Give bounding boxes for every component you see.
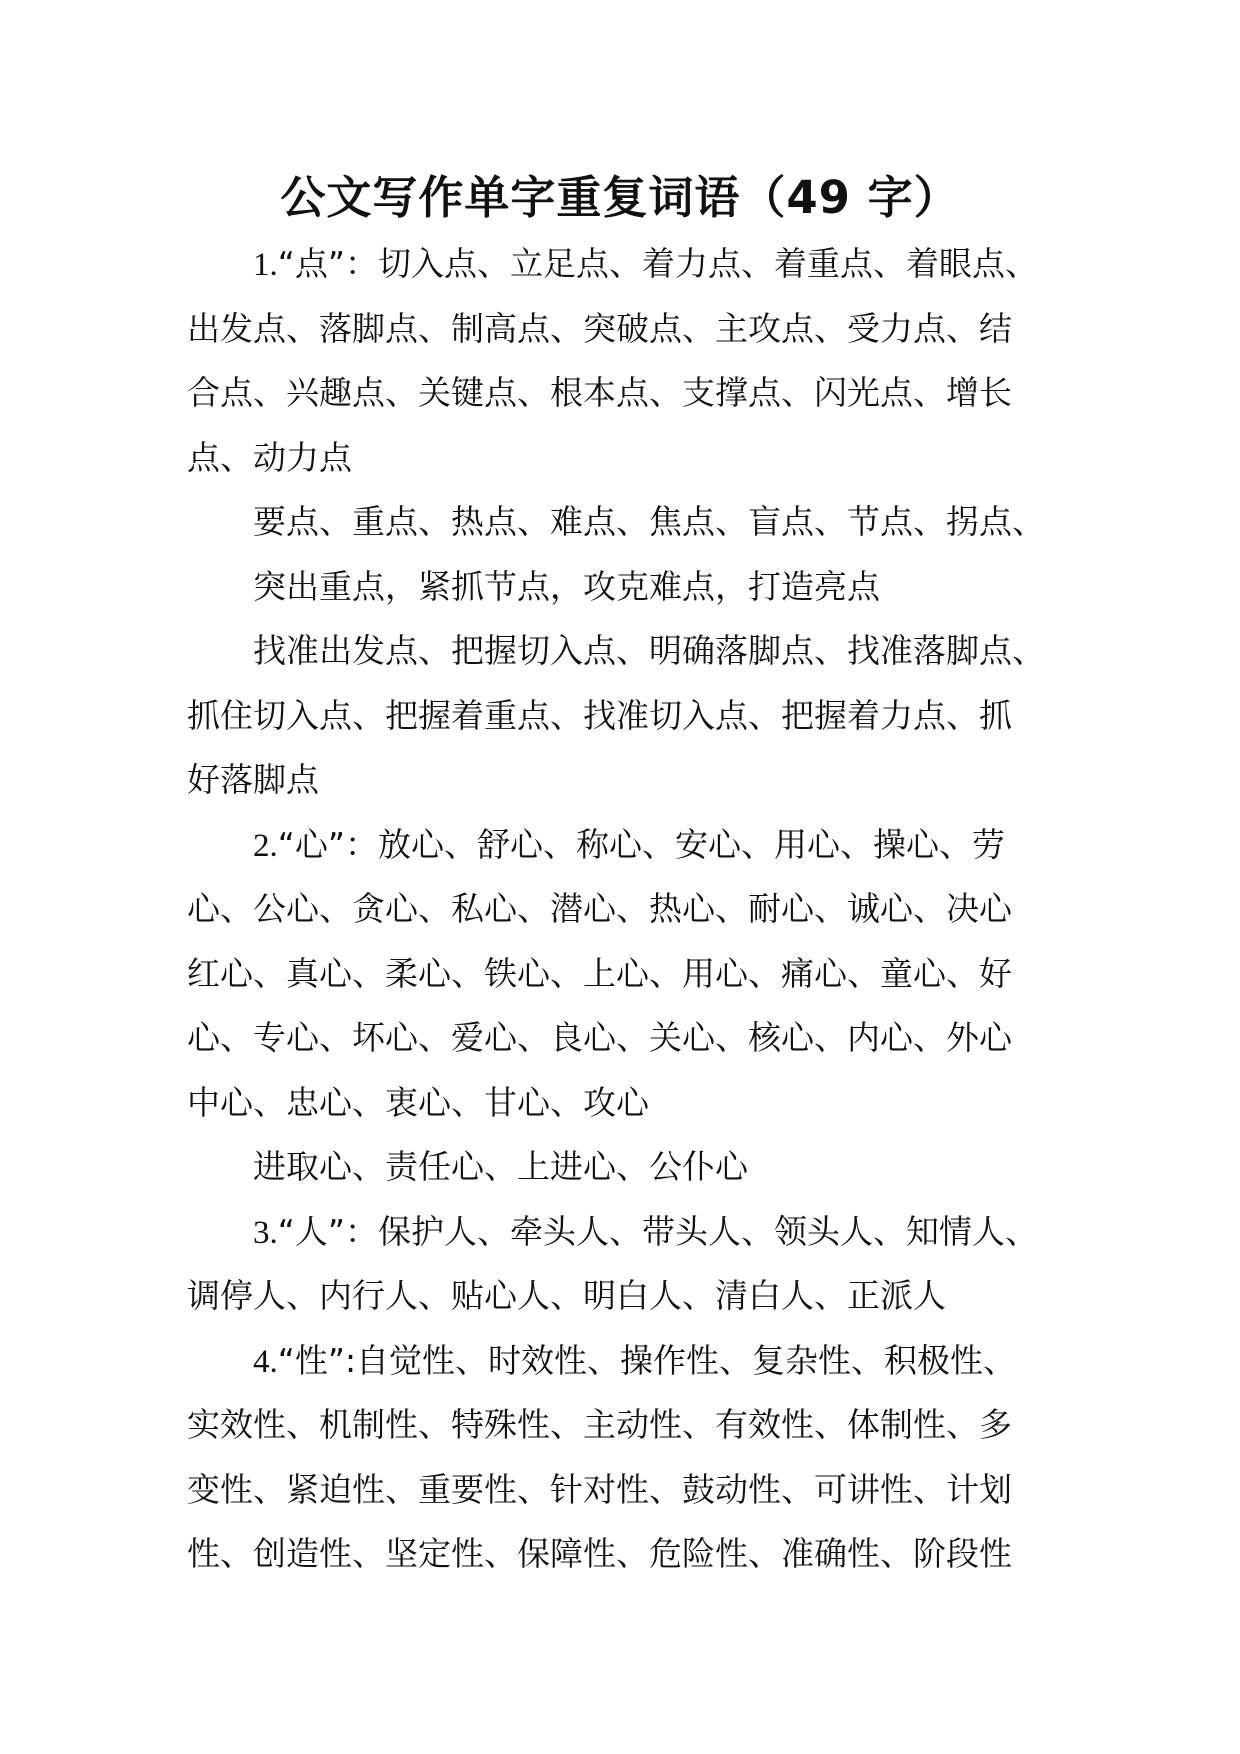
section-line [187,813,1067,878]
section-line: 调停人、内行人、贴心人、明白人、清白人、正派人 [187,1276,946,1315]
section-line [187,1200,1067,1265]
section-line: 变性、紧迫性、重要性、针对性、鼓动性、可讲性、计划 [187,1469,1012,1509]
document-title: 公文写作单字重复词语（49 字） [280,171,960,224]
section-line: 实效性、机制性、特殊性、主动性、有效性、体制性、多 [187,1405,1012,1444]
paragraph-line: 抓住切入点、把握着重点、找准切入点、把握着力点、抓 [187,695,1012,735]
section-number: 4. [253,1343,278,1380]
paragraph-line: 要点、重点、热点、难点、焦点、盲点、节点、拐点、 [253,502,1045,541]
section-1 [187,232,1067,813]
section-line [187,1329,1067,1394]
document-body [187,232,1067,1587]
paragraph-line: 进取心、责任心、上进心、公仆心 [253,1147,748,1186]
section-line: 点、动力点 [187,437,352,477]
section-line: 合点、兴趣点、关键点、根本点、支撑点、闪光点、增长 [187,373,1012,412]
section-4 [187,1329,1067,1587]
section-line: 红心、真心、柔心、铁心、上心、用心、痛心、童心、好 [187,953,1012,993]
section-text: “点”：切入点、立足点、着力点、着重点、着眼点、 [277,244,1038,283]
section-number: 3. [253,1214,278,1251]
section-line: 中心、忠心、衷心、甘心、攻心 [187,1082,649,1122]
section-3 [187,1200,1067,1329]
section-text: “人”：保护人、牵头人、带头人、领头人、知情人、 [277,1211,1038,1251]
section-text: “心”：放心、舒心、称心、安心、用心、操心、劳 [277,824,1005,864]
section-line: 性、创造性、坚定性、保障性、危险性、准确性、阶段性 [187,1534,1012,1573]
paragraph-line: 好落脚点 [187,760,319,799]
section-2 [187,813,1067,1200]
section-text: “性”:自觉性、时效性、操作性、复杂性、积极性、 [277,1340,1017,1380]
section-line: 心、公心、贪心、私心、潜心、热心、耐心、诚心、决心 [187,889,1012,928]
paragraph-line: 突出重点，紧抓节点，攻克难点，打造亮点 [253,566,880,606]
section-line: 出发点、落脚点、制高点、突破点、主攻点、受力点、结 [187,308,1012,348]
section-number: 2. [253,827,278,864]
section-line [187,232,1067,297]
section-line: 心、专心、坏心、爱心、良心、关心、核心、内心、外心 [187,1018,1012,1057]
paragraph-line: 找准出发点、把握切入点、明确落脚点、找准落脚点、 [253,631,1045,670]
section-number: 1. [253,247,278,283]
